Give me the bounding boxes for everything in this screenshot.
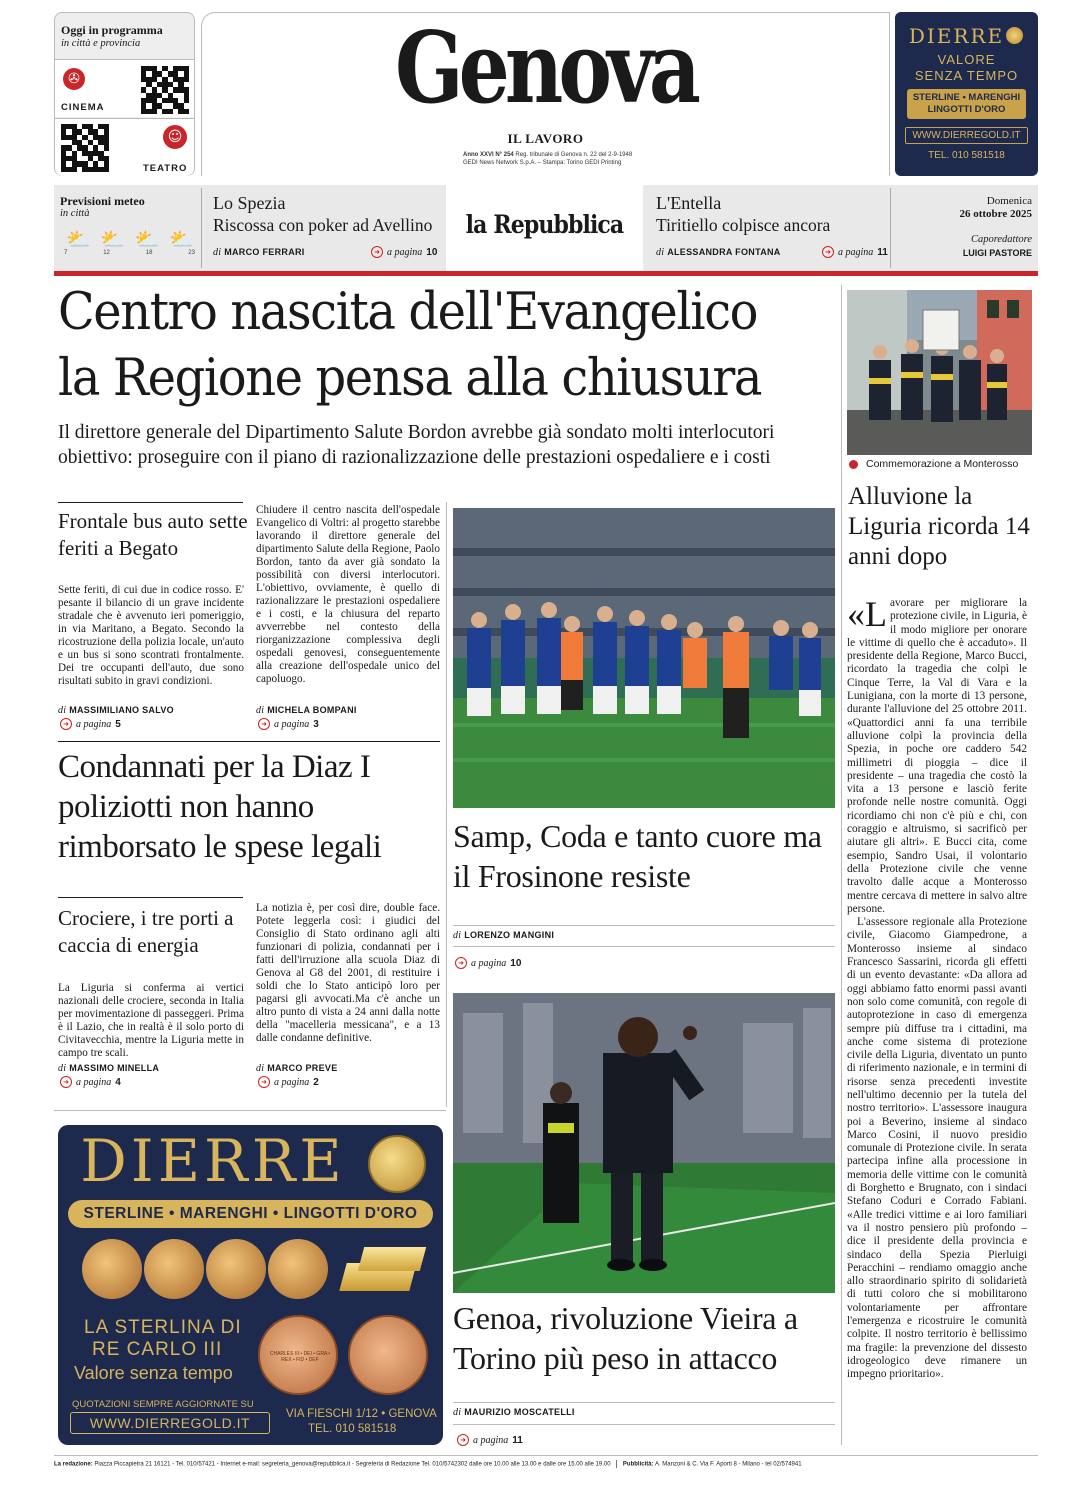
page-number: 11 — [512, 1434, 523, 1446]
lead-headline-line1: Centro nascita dell'Evangelico — [58, 283, 758, 342]
imprint-issue: Anno XXVI N° 254 — [463, 152, 514, 158]
teaser-spezia-byline — [213, 247, 305, 258]
divider — [58, 897, 243, 898]
page-prefix: a pagina — [274, 718, 310, 730]
footer — [54, 1460, 1038, 1468]
page-number: 2 — [313, 1076, 319, 1088]
lead-headline[interactable] — [58, 280, 791, 412]
byline-author: ALESSANDRA FONTANA — [667, 247, 781, 257]
ad-bottom-line1: LA STERLINA DI — [84, 1317, 242, 1338]
diaz-headline[interactable]: Condannati per la Diaz I poliziotti non hanno rimborsato le spese legali — [58, 749, 382, 865]
divider — [58, 741, 440, 742]
alluvione-paragraph-2: L'assessore regionale alla Protezione civile, Giacomo Giampedrone, a Monterosso insieme al sindaco Francesco Sassarini, ricorda gli effetti di un evento devastante: «Da allora ad oggi abbiamo fatto enormi passi avanti non solo come comunità, con regole di autoprotezione in caso di emergenza sempre più diffuse tra i cittadini, ma anche come sistema di protezione civile della Liguria, diventato un punto di riferimento nazionale, e in termini di risorse senza precedenti investite nell'ultimo decennio per la tutela del nostro territorio». L'assessore inaugura poi a Beverino, insieme al sindaco Marco Cosini, il nuovo presidio comunale di Protezione civile. In serata partecipa infine alla processione in memoria delle vittime con le comunità di Borghetto e Brugnato, con i sindaci Stefano Coduri e Corrado Fabiani. «Alle tredici vittime e ai loro familiari va il nostro pensiero più profondo – dice il presidente della provincia e sindaco della Spezia Pierluigi Peracchini – rendiamo omaggio anche allo straordinario spirito di solidarietà di tutti coloro che si mobilitarono volontariamente per affrontare l'emergenza e ricostruire le comunità colpite. Il nostro territorio è bellissimo ma fragile: la prevenzione del dissesto idrogeologico deve rimanere un impegno prioritario». — [847, 916, 1027, 1381]
byline-di: di — [213, 247, 222, 258]
bus-body: Sette feriti, di cui due in codice rosso. E' pesante il bilancio di un grave incidente stradale che è avvenuto ieri pomeriggio, in via Maritano, a Begato. Secondo la ricostruzione della polizia locale, un'auto e un bus si sono scontrati frontalmente. Dei tre occupanti dell'auto, due sono risultati subito in gravi condizioni. — [58, 584, 244, 687]
column-rule — [841, 285, 842, 1445]
teaser-entella-headline: Tiritiello colpisce ancora — [656, 215, 831, 235]
photo-genoa — [453, 993, 835, 1293]
photo-genoa-image — [453, 993, 835, 1293]
arrow-right-icon: ➜ — [258, 1076, 270, 1088]
lead-body: Chiudere il centro nascita dell'ospedale Evangelico di Voltri: al progetto starebbe lavorando il direttore generale del dipartimento Salute della Regione, Paolo Bordon, tanto da aver già sondato la possibilità con diversi interlocutori. L'obiettivo, ovviamente, è quello di razionalizzare le prestazioni ospedaliere e i costi, e la chiusura del reparto avverrebbe nel contesto della riorganizzazione complessiva degli ospedali genovesi, conseguentemente alla creazione dell'ospedale unico del capoluogo. — [256, 504, 440, 685]
meteo-hour: 18 — [145, 250, 153, 256]
topbar-divider — [890, 188, 891, 268]
diaz-byline — [256, 1063, 338, 1074]
byline-author: LORENZO MANGINI — [464, 930, 555, 940]
imprint-registration: Reg. tribunale di Genova n. 22 del 2-9-1948 — [515, 152, 633, 158]
bus-byline — [58, 705, 174, 716]
diaz-body: La notizia è, per così dire, double face. Potete leggerla così: i giudici del Consiglio di Stato ordinano agli alti funzionari di polizia, condannati per i fatti dell'irruzione alla scuola Diaz di Genova al G8 del 2001, di restituire i soldi che lo Stato anticipò loro per pagarsi gli avvocati.Ma c'è anche un altro punto di vista a 24 anni dalla notte della "macelleria messicana", e a 13 dalle condanne definitive. — [256, 902, 440, 1044]
teaser-entella-page[interactable] — [822, 246, 888, 258]
meteo-hour: 12 — [103, 250, 110, 256]
ad-bottom-addr1: VIA FIESCHI 1/12 • GENOVA — [286, 1408, 437, 1420]
gold-bars-icon — [343, 1243, 433, 1299]
byline-author: MICHELA BOMPANI — [267, 705, 357, 715]
repubblica-logo: la Repubblica — [465, 210, 624, 239]
page-prefix: a pagina — [471, 957, 507, 969]
column-rule — [446, 502, 447, 1107]
teatro-box[interactable] — [55, 118, 194, 176]
date-full: 26 ottobre 2025 — [959, 208, 1032, 220]
teaser-entella-kicker: L'Entella — [656, 193, 722, 213]
page-prefix: a pagina — [838, 246, 874, 258]
arrow-right-icon: ➜ — [258, 718, 270, 730]
ad-bottom-addr2: TEL. 010 581518 — [308, 1423, 397, 1435]
programma-subtitle: in città e provincia — [61, 38, 141, 49]
byline-author: MAURIZIO MOSCATELLI — [464, 1407, 575, 1417]
photo-samp-image — [453, 508, 835, 808]
byline-di: di — [256, 1063, 265, 1074]
masthead-subtitle: IL LAVORO — [507, 131, 584, 146]
page-prefix: a pagina — [274, 1076, 310, 1088]
diaz-page[interactable] — [258, 1076, 319, 1088]
topbar-red-rule — [54, 271, 1038, 276]
teatro-label: TEATRO — [143, 163, 188, 174]
cinema-box[interactable] — [55, 59, 194, 117]
bus-page[interactable] — [60, 718, 121, 730]
ad-top-line2: SENZA TEMPO — [914, 68, 1019, 83]
byline-di: di — [58, 1063, 67, 1074]
footer-redazione: Piazza Piccapietra 21 16121 - Tel. 010/57421 - Internet e-mail: segreteria_genova@repubblica.it - Segreteria di Redazione Tel. 010/5742302 dalle ore 10.00 alle 13.00 e dalle ore 15.00 alle 19.00 — [94, 1461, 611, 1468]
masthead: Genova — [394, 11, 697, 126]
ad-bottom-dierre[interactable] — [58, 1125, 443, 1445]
teaser-entella-byline — [656, 247, 781, 258]
camera-icon — [849, 460, 858, 469]
cinema-label: CINEMA — [61, 102, 105, 113]
ad-top-box — [907, 89, 1026, 119]
ad-top-box2: LINGOTTI D'ORO — [927, 104, 1006, 115]
divider — [453, 946, 835, 947]
genoa-byline — [453, 1407, 575, 1418]
photo-caption: Commemorazione a Monterosso — [866, 458, 1019, 470]
arrow-right-icon: ➜ — [371, 246, 383, 258]
alluvione-text-1: avorare per migliorare la protezione civile, in Liguria, è il modo migliore per onorare le vittime di quello che è accaduto». Il presidente della Regione, Marco Bucci, ricordato la tragedia che colpì le Cinque Terre, la Val di Vara e la Lunigiana, con la morte di 13 persone, durante l'alluvione del 25 ottobre 2011. «Quattordici anni fa una terribile alluvione colpì la provincia della Spezia, in poche ore caddero 542 millimetri di pioggia – dice il presidente – una tragedia che costò la vita a 13 persone e lasciò ferite profonde nelle nostre comunità. Oggi ricordiamo chi non c'è più e chi, con coraggio e altruismo, si sacrificò per aiutare gli altri». E Bucci cita, come esempio, Sandro Usai, il volontario della Protezione civile che venne travolto dalle acque a Monterosso mentre cercava di mettere in salvo altre persone. — [847, 597, 1027, 915]
divider — [54, 1110, 446, 1111]
gold-coin-icon — [1006, 27, 1023, 44]
lead-headline-line2: la Regione pensa alla chiusura — [58, 349, 762, 408]
editor-name: LUIGI PASTORE — [962, 248, 1032, 258]
cinema-qr-code[interactable] — [141, 66, 189, 114]
page-number: 10 — [426, 246, 438, 258]
partly-cloudy-icon: ⛅ — [169, 227, 194, 251]
genoa-headline[interactable]: Genoa, rivoluzione Vieira a Torino più peso in attacco — [453, 1300, 798, 1376]
byline-di: di — [453, 930, 462, 941]
page-number: 10 — [510, 957, 522, 969]
coin-king-charles-2 — [348, 1315, 428, 1395]
partly-cloudy-icon: ⛅ — [66, 227, 91, 251]
coin-king-charles-1 — [258, 1315, 338, 1395]
footer-pubblicita: A. Manzoni & C. Via F. Aporti 8 - Milano - tel 02/574941 — [654, 1461, 802, 1468]
coin-legend: CHARLES III • DEI • GRA • REX • FID • DEF — [269, 1351, 331, 1363]
repubblica-logo-box — [446, 185, 643, 271]
samp-headline[interactable]: Samp, Coda e tanto cuore ma il Frosinone resiste — [453, 818, 822, 894]
teaser-spezia-headline: Riscossa con poker ad Avellino — [213, 215, 433, 235]
byline-di: di — [58, 705, 67, 716]
divider — [58, 502, 243, 503]
partly-cloudy-icon: ⛅ — [100, 227, 126, 251]
footer-redazione-label: La redazione: — [54, 1461, 93, 1468]
meteo-hour: 7 — [64, 250, 68, 256]
crociere-body: La Liguria si conferma ai vertici nazionali delle crociere, seconda in Italia per movimentazione di passeggeri. Prima è il Lazio, che in realtà è il solo porto di Civitavecchia, mentre la Liguria mette in campo tre scali. — [58, 982, 244, 1059]
divider — [453, 1402, 835, 1403]
date-box — [892, 185, 1032, 271]
photo-monterosso-image — [847, 290, 1032, 455]
ad-bottom-line2: RE CARLO III — [92, 1339, 223, 1360]
topbar-divider — [201, 188, 202, 268]
lead-byline — [256, 705, 357, 716]
bus-headline[interactable]: Frontale bus auto sette feriti a Begato — [58, 509, 248, 560]
meteo-subtitle: in città — [60, 208, 90, 219]
ad-top-box1: STERLINE • MARENGHI — [912, 92, 1021, 103]
samp-page[interactable] — [455, 957, 521, 969]
gold-coin-icon — [206, 1239, 266, 1299]
ad-top-line1: VALORE — [937, 52, 996, 67]
teaser-entella[interactable] — [648, 185, 888, 271]
ad-bottom-line3: Valore senza tempo — [74, 1363, 233, 1383]
alluvione-dropcap: «L — [847, 594, 887, 634]
lead-page[interactable] — [258, 718, 319, 730]
divider — [453, 925, 835, 926]
genoa-page[interactable] — [457, 1434, 523, 1446]
teaser-spezia[interactable] — [205, 185, 443, 271]
lead-summary: Il direttore generale del Dipartimento Salute Bordon avrebbe già sondato molti interlocutori obiettivo: proseguire con il piano di razionalizzazione delle prestazioni ospedaliere e i costi — [58, 422, 775, 468]
page-number: 5 — [115, 718, 121, 730]
page-prefix: a pagina — [76, 718, 112, 730]
theater-mask-icon: ☺ — [163, 125, 187, 149]
alluvione-headline[interactable]: Alluvione la Liguria ricorda 14 anni dopo — [848, 483, 1030, 570]
gold-coin-icon — [368, 1135, 426, 1193]
footer-pubblicita-label: Pubblicità: — [622, 1461, 654, 1468]
alluvione-body — [847, 594, 1027, 1382]
ad-top-dierre[interactable] — [895, 12, 1038, 176]
gold-coin-icon — [82, 1239, 142, 1299]
page-number: 4 — [115, 1076, 121, 1088]
page-number: 11 — [877, 246, 888, 258]
imprint — [463, 151, 632, 167]
ad-bottom-brand: DIERRE — [80, 1127, 346, 1195]
samp-byline — [453, 930, 554, 941]
ad-top-brand: DIERRE — [908, 24, 1005, 48]
crociere-byline — [58, 1063, 159, 1074]
ad-bottom-band: STERLINE • MARENGHI • LINGOTTI D'ORO — [68, 1200, 433, 1228]
byline-author: MARCO FERRARI — [224, 247, 305, 257]
footer-rule — [54, 1455, 1038, 1456]
gold-coin-icon — [268, 1239, 328, 1299]
arrow-right-icon: ➜ — [457, 1434, 469, 1446]
arrow-right-icon: ➜ — [822, 246, 834, 258]
byline-author: MARCO PREVE — [267, 1063, 338, 1073]
arrow-right-icon: ➜ — [60, 1076, 72, 1088]
ad-bottom-quote: QUOTAZIONI SEMPRE AGGIORNATE SU — [72, 1399, 254, 1410]
teaser-spezia-page[interactable] — [371, 246, 437, 258]
partly-cloudy-icon: ⛅ — [134, 227, 160, 251]
imprint-publisher: GEDI News Network S.p.A. – Stampa: Torino GEDI Printing — [463, 160, 622, 166]
ad-top-site[interactable]: WWW.DIERREGOLD.IT — [905, 127, 1028, 144]
crociere-page[interactable] — [60, 1076, 121, 1088]
ad-bottom-site[interactable]: WWW.DIERREGOLD.IT — [70, 1412, 270, 1434]
teatro-qr-code[interactable] — [61, 124, 109, 172]
byline-di: di — [256, 705, 265, 716]
programma-title: Oggi in programma — [61, 23, 163, 37]
arrow-right-icon: ➜ — [60, 718, 72, 730]
gold-coin-icon — [144, 1239, 204, 1299]
meteo-hours — [64, 250, 195, 256]
byline-di: di — [453, 1407, 462, 1418]
byline-author: MASSIMO MINELLA — [69, 1063, 160, 1073]
gold-coins-row — [82, 1239, 342, 1303]
date-weekday: Domenica — [986, 195, 1032, 207]
meteo-hour: 23 — [188, 250, 195, 256]
crociere-headline[interactable]: Crociere, i tre porti a caccia di energia — [58, 906, 234, 957]
meteo-title: Previsioni meteo — [60, 194, 145, 208]
film-reel-icon: ✇ — [63, 68, 85, 90]
programma-box — [54, 12, 195, 176]
arrow-right-icon: ➜ — [455, 957, 467, 969]
photo-monterosso — [847, 290, 1032, 455]
page-prefix: a pagina — [76, 1076, 112, 1088]
teaser-spezia-kicker: Lo Spezia — [213, 193, 286, 213]
page-prefix: a pagina — [387, 246, 423, 258]
page-number: 3 — [313, 718, 319, 730]
page-prefix: a pagina — [473, 1434, 509, 1446]
ad-top-tel: TEL. 010 581518 — [928, 150, 1005, 161]
editor-role: Caporedattore — [970, 234, 1032, 245]
meteo-box — [54, 185, 197, 271]
byline-di: di — [656, 247, 665, 258]
byline-author: MASSIMILIANO SALVO — [69, 705, 174, 715]
divider — [453, 1424, 835, 1425]
alluvione-paragraph-1 — [847, 594, 1027, 916]
photo-samp — [453, 508, 835, 808]
